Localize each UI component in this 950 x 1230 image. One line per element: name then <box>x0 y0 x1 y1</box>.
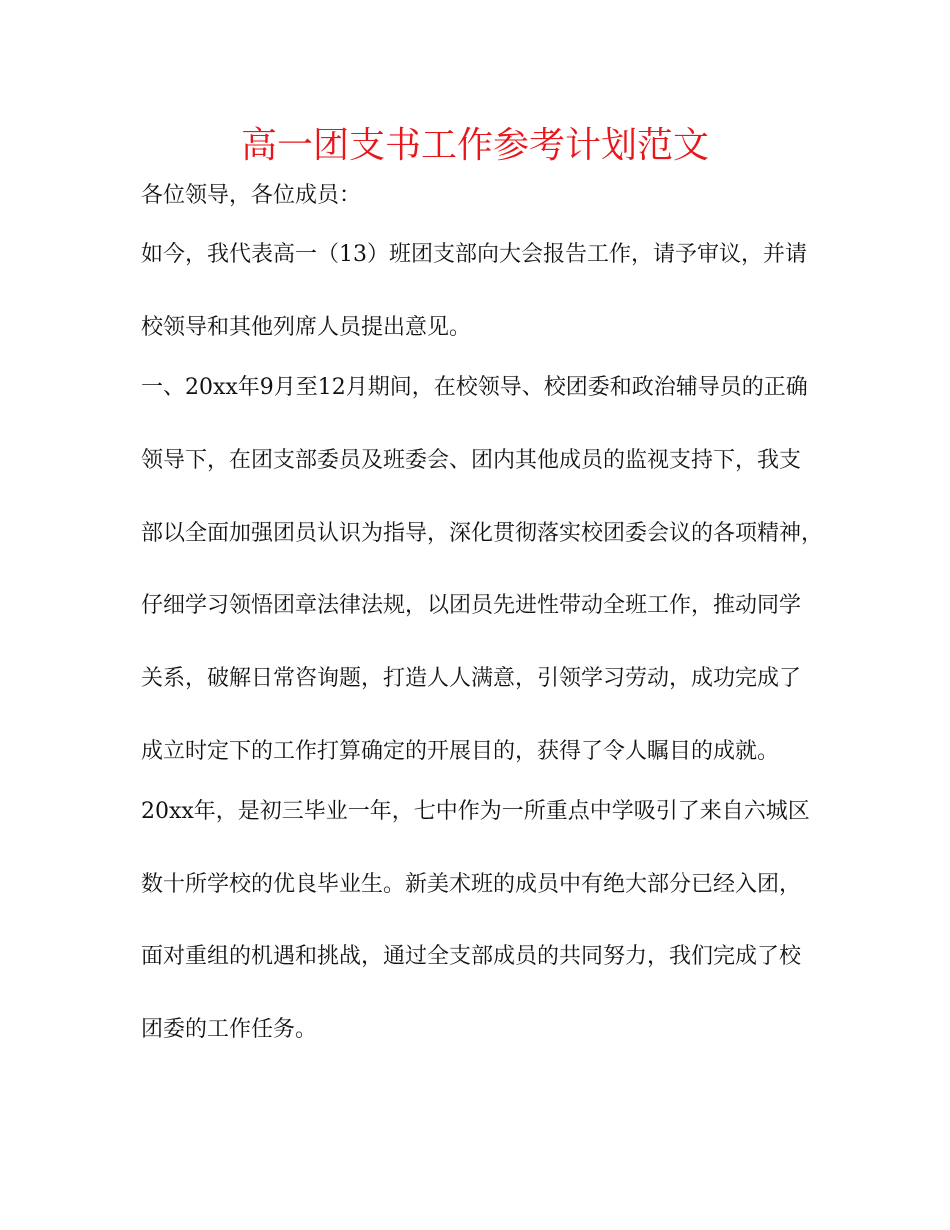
body-line: 20xx年，是初三毕业一年，七中作为一所重点中学吸引了来自六城区 <box>141 799 810 824</box>
body-line: 面对重组的机遇和挑战，通过全支部成员的共同努力，我们完成了校 <box>141 944 802 969</box>
salutation-line: 各位领导，各位成员： <box>141 183 362 208</box>
body-line: 成立时定下的工作打算确定的开展目的，获得了令人瞩目的成就。 <box>141 739 780 764</box>
body-line: 仔细学习领悟团章法律法规，以团员先进性带动全班工作，推动同学 <box>141 593 802 618</box>
body-line: 领导下，在团支部委员及班委会、团内其他成员的监视支持下，我支 <box>141 448 802 473</box>
body-line: 校领导和其他列席人员提出意见。 <box>141 315 472 340</box>
body-line: 部以全面加强团员认识为指导，深化贯彻落实校团委会议的各项精神， <box>141 521 824 546</box>
document-title: 高一团支书工作参考计划范文 <box>240 125 709 166</box>
body-line: 团委的工作任务。 <box>141 1017 318 1042</box>
body-line: 如今，我代表高一（13）班团支部向大会报告工作，请予审议，并请 <box>141 242 807 267</box>
body-line: 数十所学校的优良毕业生。新美术班的成员中有绝大部分已经入团， <box>141 872 802 897</box>
body-line: 关系，破解日常咨询题，打造人人满意，引领学习劳动，成功完成了 <box>141 666 802 691</box>
body-line: 一、20xx年9月至12月期间，在校领导、校团委和政治辅导员的正确 <box>141 375 808 400</box>
